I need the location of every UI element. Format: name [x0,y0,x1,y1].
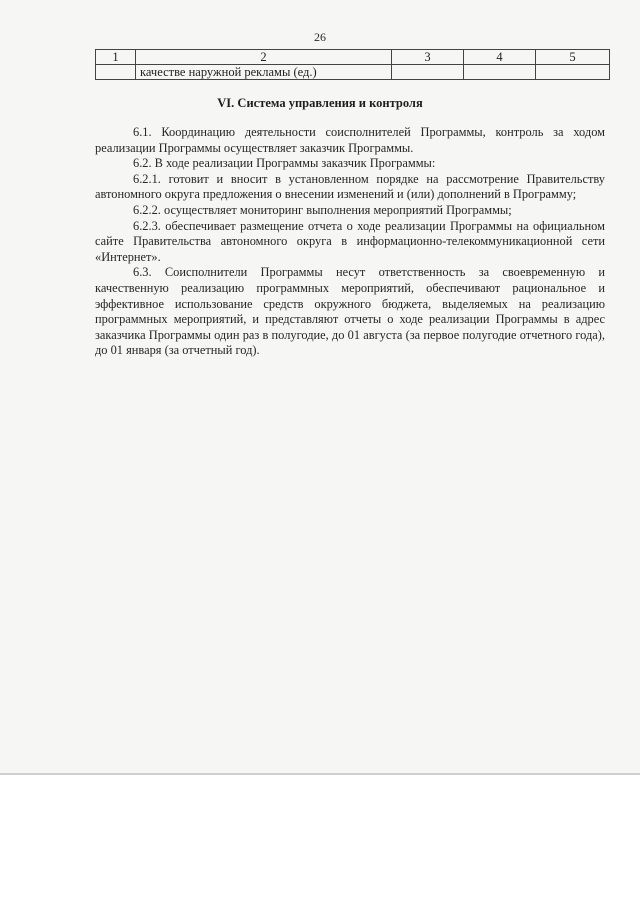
page-number: 26 [314,30,326,44]
table-header-cell: 1 [96,50,136,65]
paragraph: 6.3. Соисполнители Программы несут ответственность за своевременную и качественную реализацию программных мероприятий, обеспечивают рациональное и эффективное использование средств окружного бюджета, выделяемых на реализацию программных мероприятий, и представляют отчеты о ходе реализации Программы в адрес заказчика Программы один раз в полугодие, до 01 августа (за первое полугодие отчетного года), до 01 января (за отчетный год). [95,265,605,358]
table-cell [392,65,464,80]
table-row [96,65,610,80]
table-cell [536,65,610,80]
table-header-row [96,50,610,65]
blank-area [0,775,640,905]
paragraph: 6.2.2. осуществляет мониторинг выполнения мероприятий Программы; [133,202,512,217]
table-header-cell: 3 [392,50,464,65]
section-title: VI. Система управления и контроля [217,96,423,110]
paragraph: 6.1. Координацию деятельности соисполнителей Программы, контроль за ходом реализации Программы осуществляет заказчик Программы. [95,125,605,155]
paragraph: 6.2. В ходе реализации Программы заказчик Программы: [133,156,436,171]
body-text [95,125,605,359]
continuation-table [95,49,610,80]
table-header-cell: 2 [136,50,392,65]
paragraph: 6.2.1. готовит и вносит в установленном порядке на рассмотрение Правительству автономного округа предложения о внесении изменений и (или) дополнений в Программу; [95,171,605,202]
table-cell [464,65,536,80]
table-cell [96,65,136,80]
table-cell: качестве наружной рекламы (ед.) [136,65,392,80]
table-header-cell: 5 [536,50,610,65]
table-header-cell: 4 [464,50,536,65]
paragraph: 6.2.3. обеспечивает размещение отчета о ходе реализации Программы на официальном сайте Правительства автономного округа в информационно-телекоммуникационной сети «Интернет». [95,218,605,264]
